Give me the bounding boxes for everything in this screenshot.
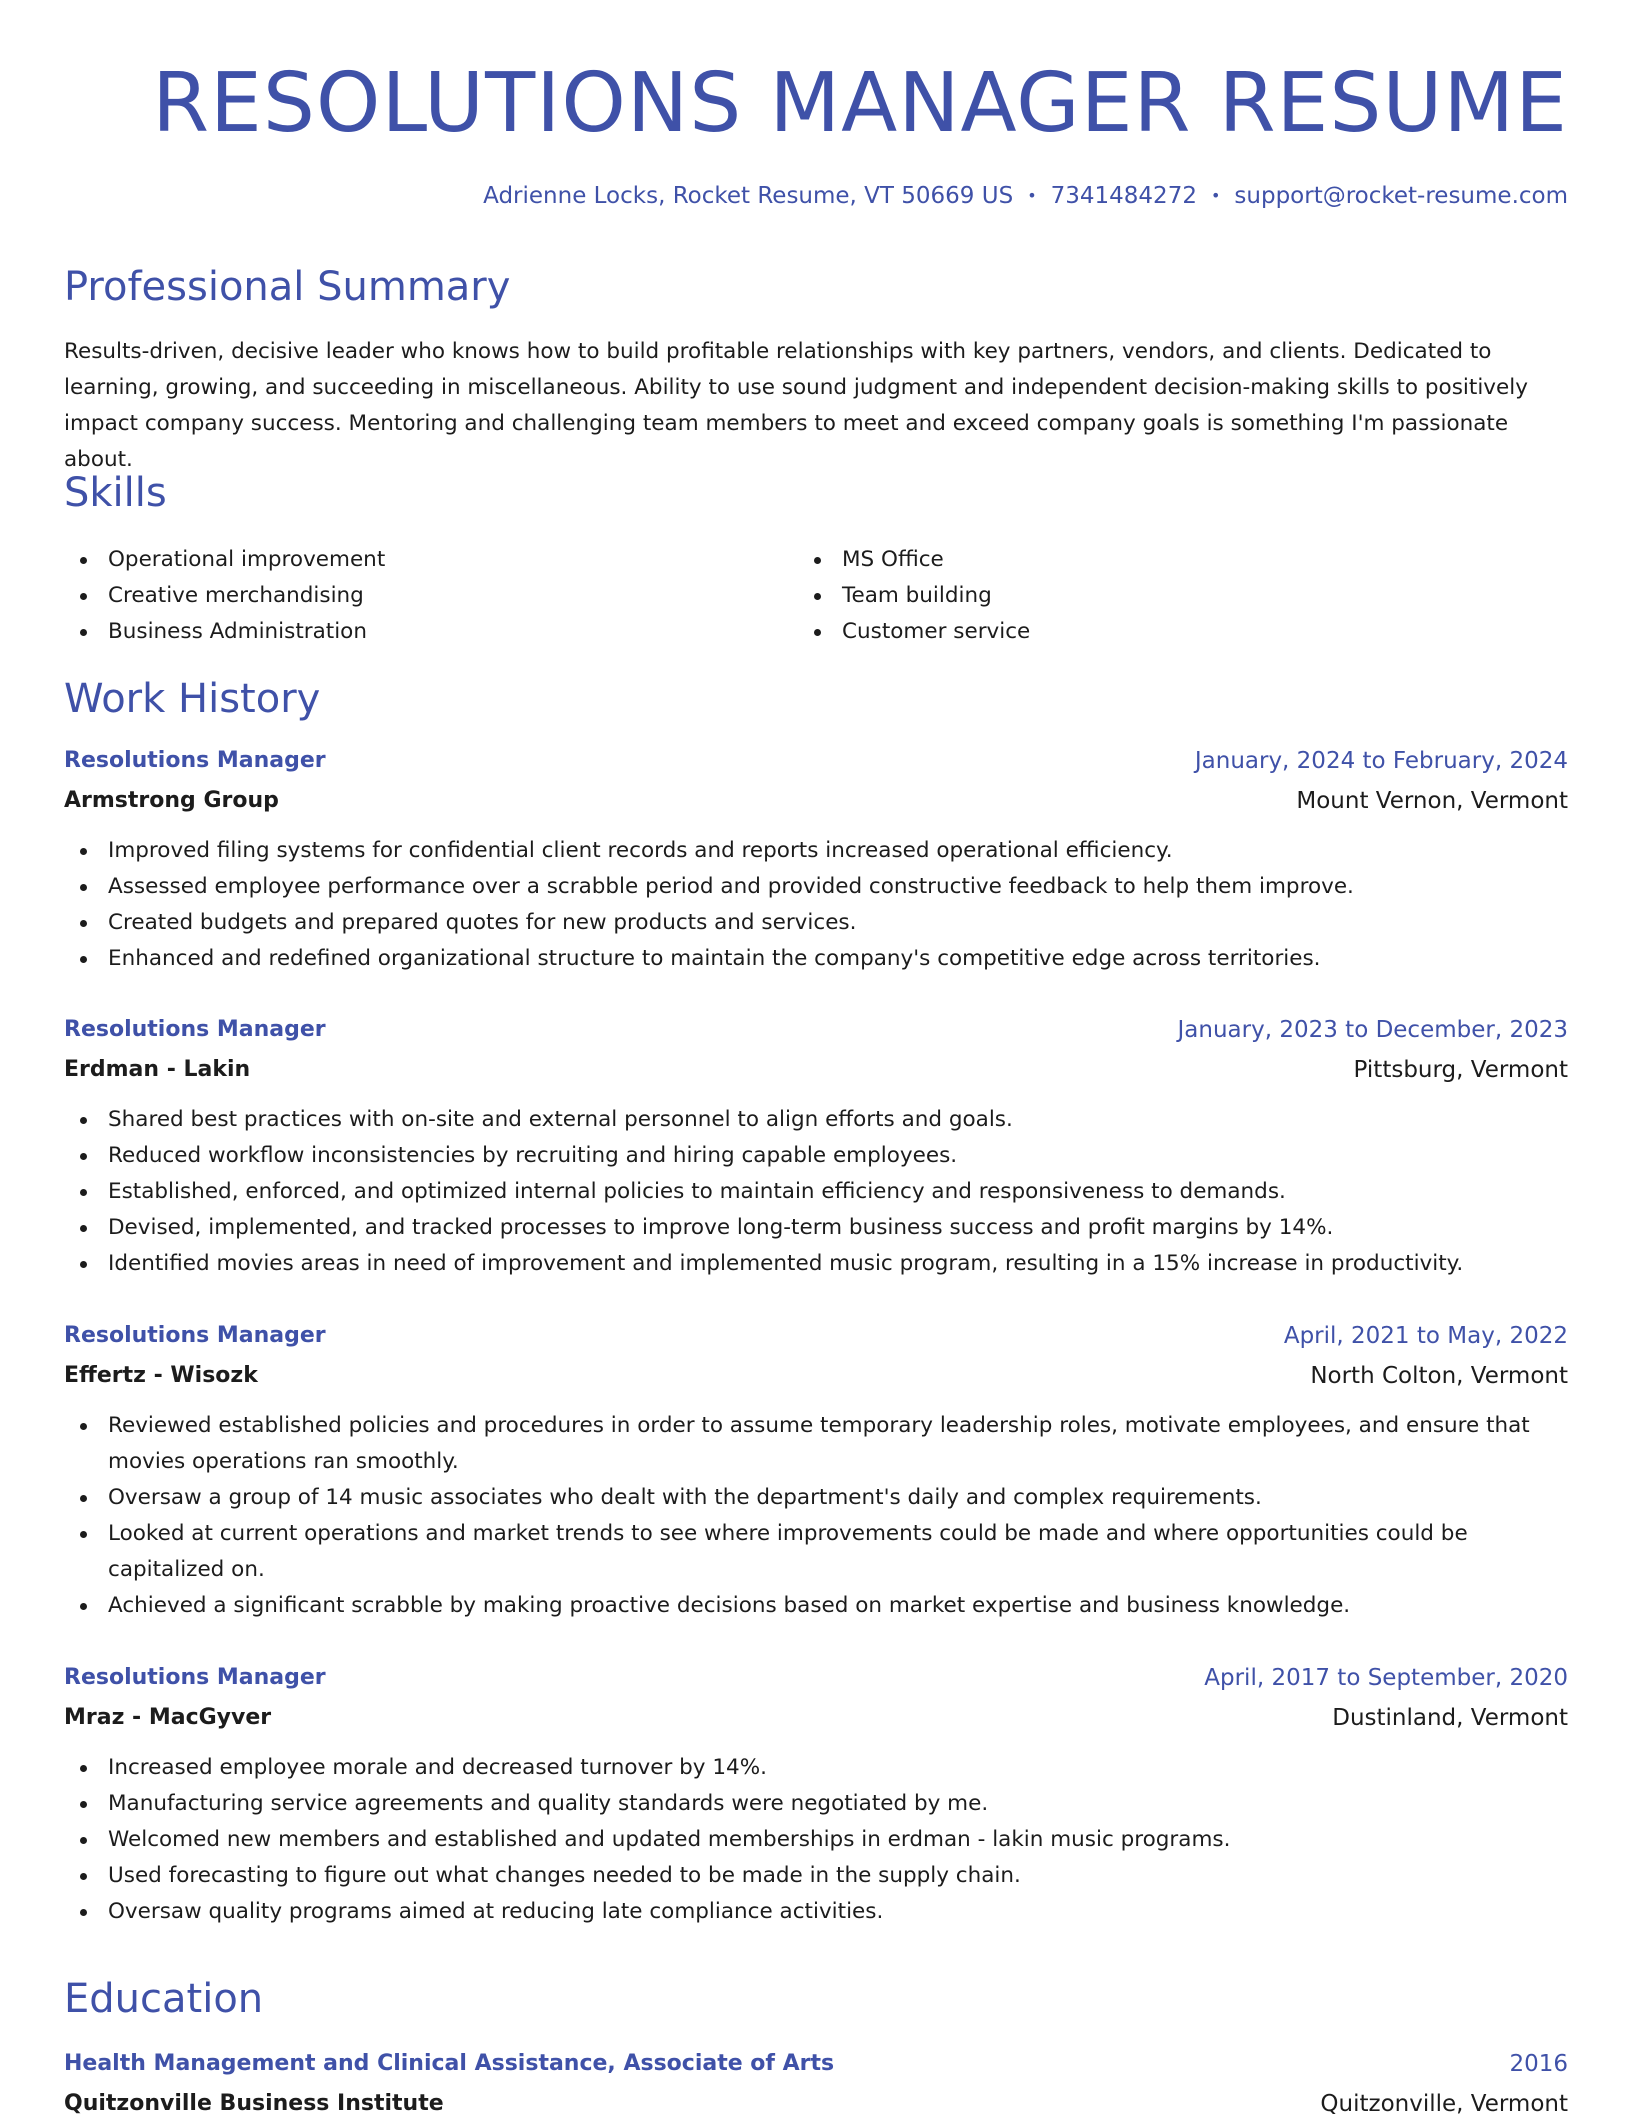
skills-list-right (798, 542, 1498, 650)
job-location: Pittsburg, Vermont (1353, 1057, 1568, 1083)
job-company: Effertz - Wisozk (64, 1363, 258, 1388)
contact-address: Adrienne Locks, Rocket Resume, VT 50669 US (483, 183, 1014, 209)
job-company: Erdman - Lakin (64, 1057, 251, 1082)
job-company: Armstrong Group (64, 788, 279, 813)
education-entry (64, 2044, 1568, 2124)
contact-email: support@rocket-resume.com (1234, 183, 1568, 209)
skill-item: Team building (798, 578, 1498, 614)
job-location: Dustinland, Vermont (1332, 1705, 1568, 1731)
education-degree: Health Management and Clinical Assistance, Associate of Arts (64, 2051, 835, 2076)
contact-separator: • (1210, 186, 1221, 205)
job-bullet: Identified movies areas in need of improvement and implemented music program, resulting in a 15% increase in productivity. (64, 1246, 1568, 1282)
job-bullets (64, 1102, 1568, 1282)
job-title: Resolutions Manager (64, 1323, 326, 1348)
education-location: Quitzonville, Vermont (1320, 2091, 1568, 2117)
job-bullet: Assessed employee performance over a scrabble period and provided constructive feedback to help them improve. (64, 869, 1568, 905)
job-bullet: Oversaw a group of 14 music associates who dealt with the department's daily and complex requirements. (64, 1480, 1568, 1516)
job-bullets (64, 833, 1568, 977)
job-location: North Colton, Vermont (1310, 1363, 1568, 1389)
job-bullet: Created budgets and prepared quotes for new products and services. (64, 905, 1568, 941)
job-location: Mount Vernon, Vermont (1296, 788, 1568, 814)
job-dates: April, 2017 to September, 2020 (1204, 1665, 1568, 1691)
job-dates: January, 2024 to February, 2024 (1194, 748, 1568, 774)
job-bullet: Devised, implemented, and tracked processes to improve long-term business success and profit margins by 14%. (64, 1210, 1568, 1246)
skill-item: Operational improvement (64, 542, 764, 578)
job-bullet: Reviewed established policies and procedures in order to assume temporary leadership roles, motivate employees, and ensure that movies operations ran smoothly. (64, 1408, 1568, 1480)
job-title: Resolutions Manager (64, 1017, 326, 1042)
job-bullet: Enhanced and redefined organizational structure to maintain the company's competitive edge across territories. (64, 941, 1568, 977)
job-bullet: Established, enforced, and optimized internal policies to maintain efficiency and responsiveness to demands. (64, 1174, 1568, 1210)
job-dates: April, 2021 to May, 2022 (1283, 1323, 1568, 1349)
job-entry (64, 1010, 1568, 1282)
resume-title: RESOLUTIONS MANAGER RESUME (152, 56, 1568, 151)
job-bullet: Welcomed new members and established and updated memberships in erdman - lakin music programs. (64, 1822, 1568, 1858)
contact-phone: 7341484272 (1050, 183, 1197, 209)
skills-list-left (64, 542, 764, 650)
education-year: 2016 (1509, 2051, 1568, 2077)
job-bullet: Improved filing systems for confidential client records and reports increased operational efficiency. (64, 833, 1568, 869)
education-heading: Education (64, 1976, 264, 2022)
job-bullet: Achieved a significant scrabble by making proactive decisions based on market expertise and business knowledge. (64, 1588, 1568, 1624)
contact-separator: • (1027, 186, 1037, 205)
job-bullet: Increased employee morale and decreased turnover by 14%. (64, 1750, 1568, 1786)
contact-line (483, 180, 1568, 212)
skill-item: Business Administration (64, 614, 764, 650)
skill-item: Creative merchandising (64, 578, 764, 614)
summary-text: Results-driven, decisive leader who knows how to build profitable relationships with key partners, vendors, and clients. Dedicated to learning, growing, and succeeding in miscellaneous. Ability to use sound judgment and independent decision-making skills to positively impact company success. Mentoring and challenging team members to meet and exceed company goals is something I'm passionate about. (64, 339, 1528, 472)
skills-heading: Skills (64, 470, 167, 516)
job-entry (64, 1658, 1568, 1930)
job-entry (64, 1316, 1568, 1624)
job-bullet: Oversaw quality programs aimed at reducing late compliance activities. (64, 1894, 1568, 1930)
skill-item: Customer service (798, 614, 1498, 650)
job-bullets (64, 1750, 1568, 1930)
skill-item: MS Office (798, 542, 1498, 578)
job-company: Mraz - MacGyver (64, 1705, 272, 1730)
job-bullet: Reduced workflow inconsistencies by recruiting and hiring capable employees. (64, 1138, 1568, 1174)
job-bullet: Used forecasting to figure out what changes needed to be made in the supply chain. (64, 1858, 1568, 1894)
work-history-heading: Work History (64, 676, 321, 722)
job-bullet: Shared best practices with on-site and external personnel to align efforts and goals. (64, 1102, 1568, 1138)
job-bullets (64, 1408, 1568, 1624)
job-entry (64, 741, 1568, 977)
job-bullet: Looked at current operations and market trends to see where improvements could be made and where opportunities could be capitalized on. (64, 1516, 1568, 1588)
job-title: Resolutions Manager (64, 1665, 326, 1690)
summary-heading: Professional Summary (64, 264, 511, 310)
job-title: Resolutions Manager (64, 748, 326, 773)
job-bullet: Manufacturing service agreements and quality standards were negotiated by me. (64, 1786, 1568, 1822)
education-school: Quitzonville Business Institute (64, 2091, 444, 2116)
job-dates: January, 2023 to December, 2023 (1177, 1017, 1568, 1043)
